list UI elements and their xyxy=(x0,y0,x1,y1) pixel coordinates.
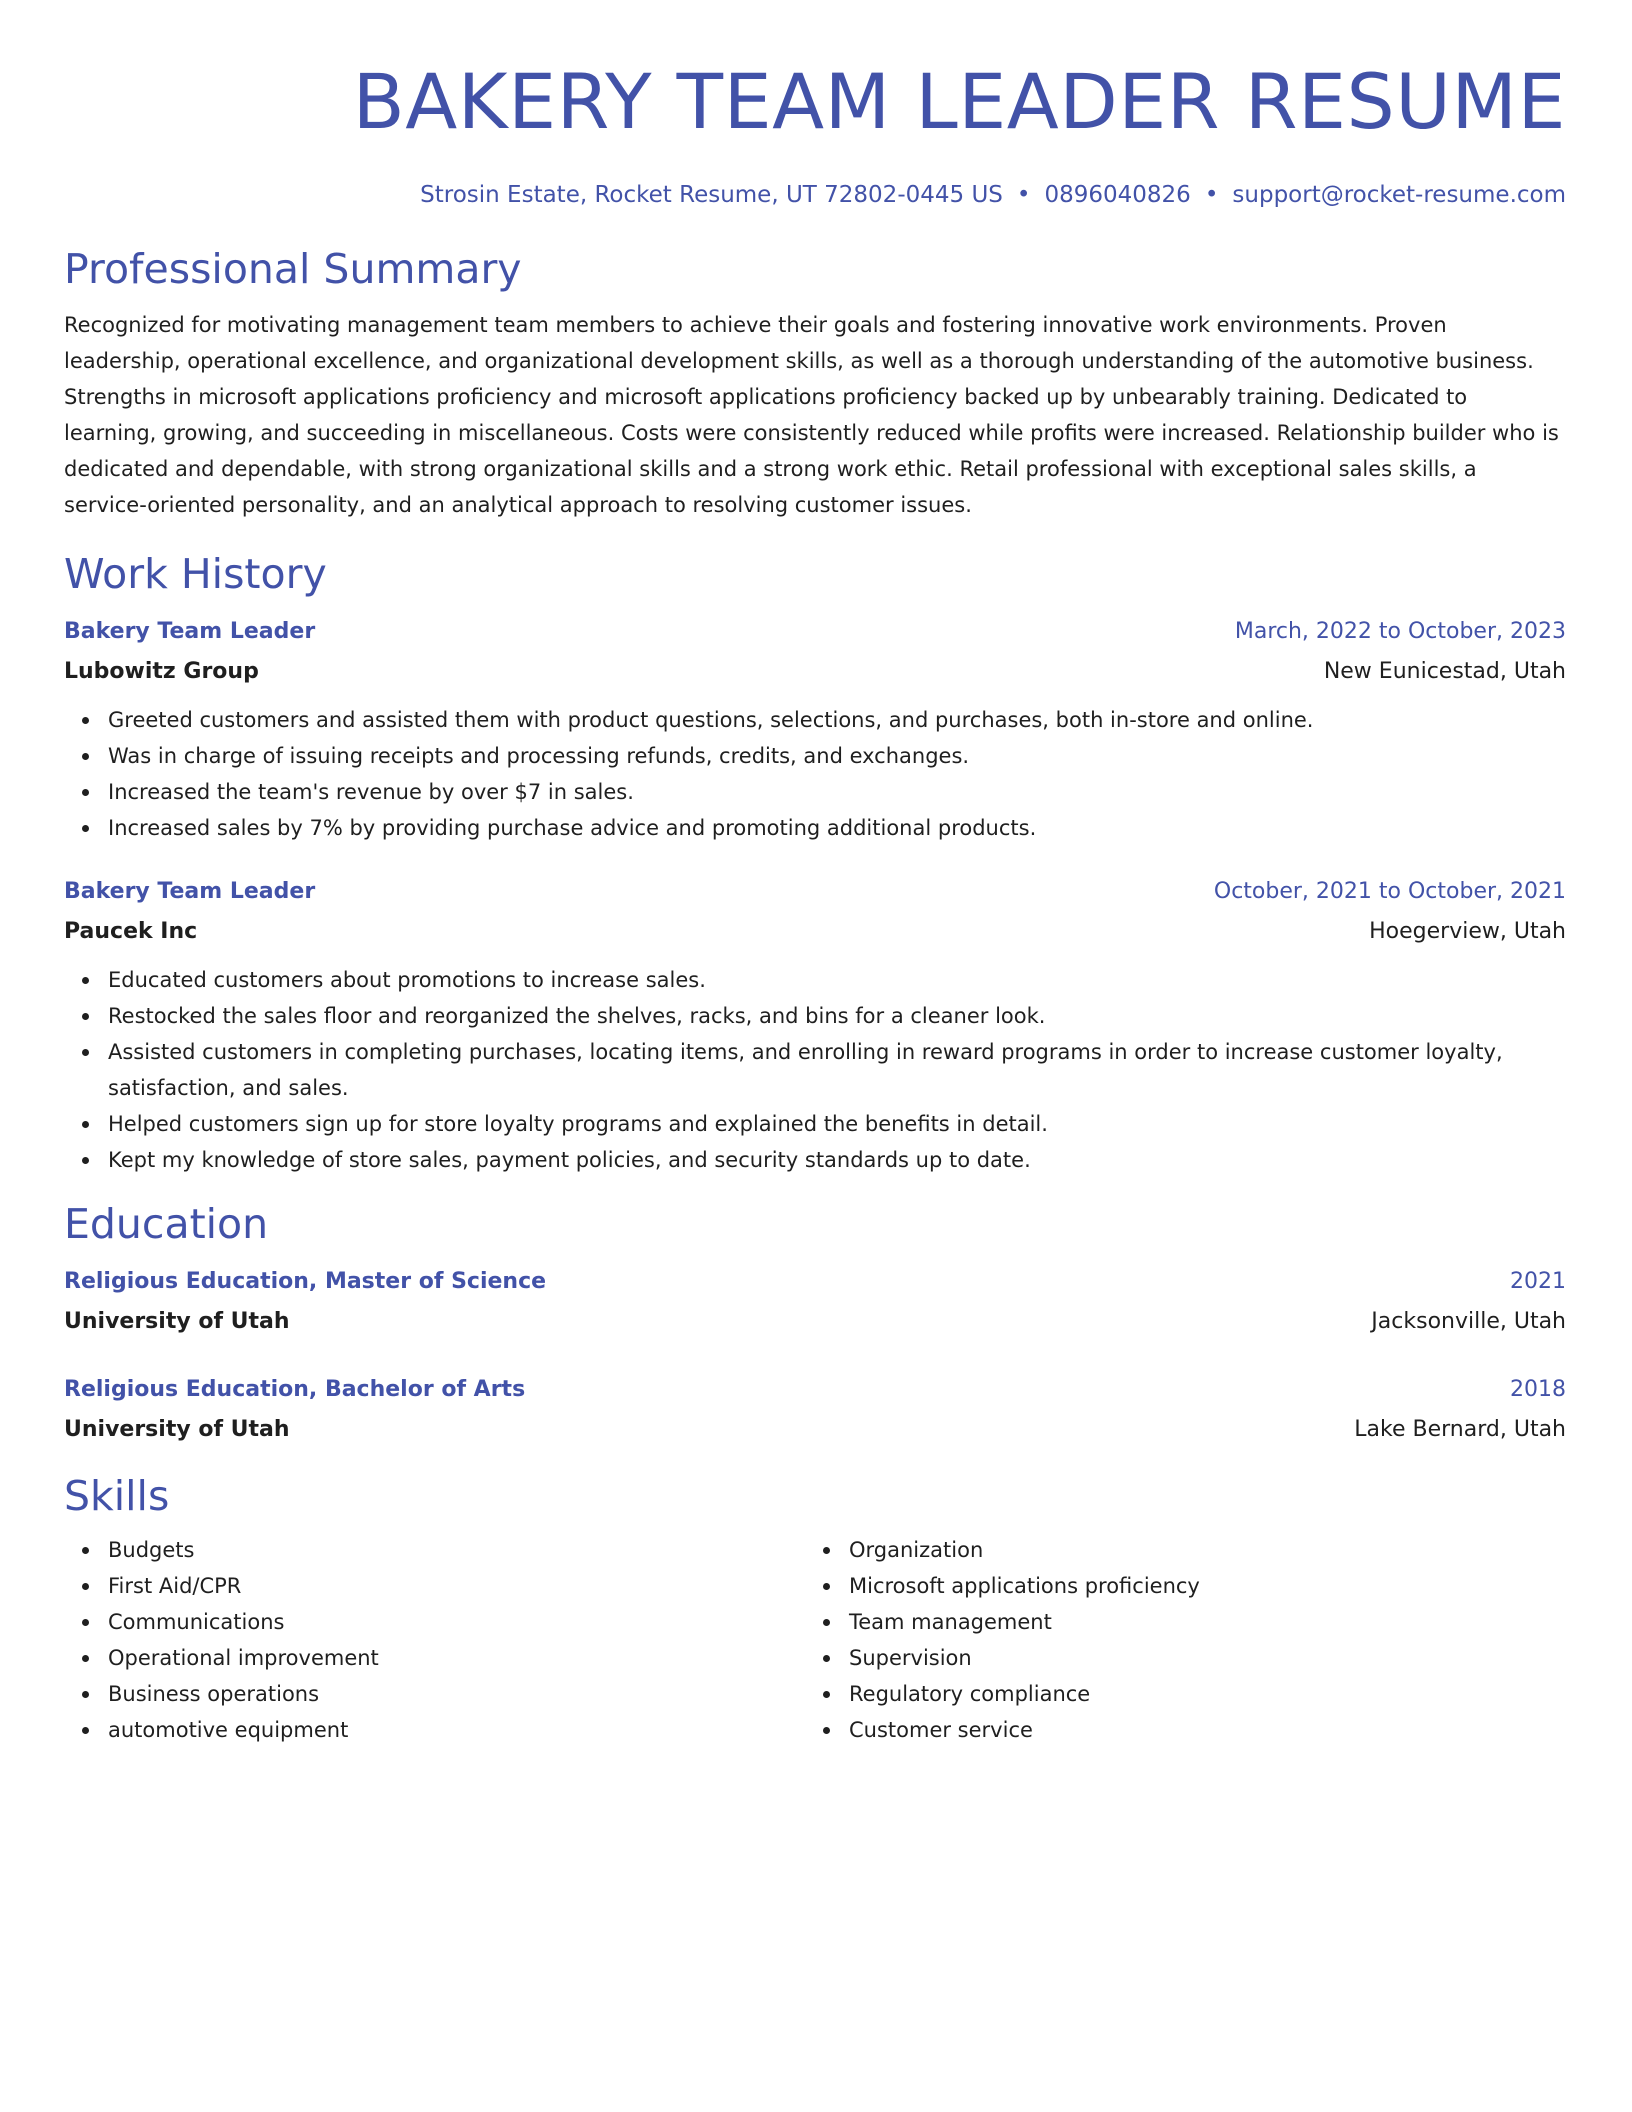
list-item: Educated customers about promotions to increase sales. xyxy=(108,962,1566,998)
list-item: Increased sales by 7% by providing purchase advice and promoting additional products. xyxy=(108,810,1566,846)
job-title: Bakery Team Leader xyxy=(64,879,316,904)
job-location: Hoegerview, Utah xyxy=(1369,919,1566,944)
list-item: Was in charge of issuing receipts and processing refunds, credits, and exchanges. xyxy=(108,738,1566,774)
school-row xyxy=(64,1410,1566,1450)
skills-list-left xyxy=(64,1532,805,1748)
skill-item: Supervision xyxy=(849,1640,1546,1676)
degree-row xyxy=(64,1370,1566,1410)
education-heading: Education xyxy=(64,1200,269,1248)
job-bullets xyxy=(64,962,1566,1178)
skill-item: Operational improvement xyxy=(108,1640,805,1676)
job-bullets xyxy=(64,702,1566,846)
school-name: University of Utah xyxy=(64,1309,290,1334)
school-row xyxy=(64,1302,1566,1342)
skills-list-right xyxy=(805,1532,1546,1748)
contact-line xyxy=(64,180,1566,210)
degree-row xyxy=(64,1262,1566,1302)
skill-item: automotive equipment xyxy=(108,1712,805,1748)
resume-title: BAKERY TEAM LEADER RESUME xyxy=(352,57,1566,146)
contact-address: Strosin Estate, Rocket Resume, UT 72802-0445 US xyxy=(420,182,1003,208)
job-entry xyxy=(64,612,1566,846)
job-company: Paucek Inc xyxy=(64,919,198,944)
degree-year: 2021 xyxy=(1510,1269,1566,1294)
skill-item: Microsoft applications proficiency xyxy=(849,1568,1546,1604)
skills-grid xyxy=(64,1532,1566,1748)
skill-item: Communications xyxy=(108,1604,805,1640)
list-item: Kept my knowledge of store sales, payment policies, and security standards up to date. xyxy=(108,1142,1566,1178)
skills-section xyxy=(64,1470,1566,1748)
school-name: University of Utah xyxy=(64,1417,290,1442)
job-location: New Eunicestad, Utah xyxy=(1323,659,1566,684)
degree-year: 2018 xyxy=(1510,1377,1566,1402)
list-item: Restocked the sales floor and reorganized the shelves, racks, and bins for a cleaner look. xyxy=(108,998,1566,1034)
skill-item: Business operations xyxy=(108,1676,805,1712)
skill-item: Team management xyxy=(849,1604,1546,1640)
list-item: Helped customers sign up for store loyalty programs and explained the benefits in detail. xyxy=(108,1106,1566,1142)
summary-text: Recognized for motivating management team members to achieve their goals and fostering innovative work environments. Proven leadership, operational excellence, and organizational development skills, as well as a thorough understanding of the automotive business. Strengths in microsoft applications proficiency and microsoft applications proficiency backed up by unbearably training. Dedicated to learning, growing, and succeeding in miscellaneous. Costs were consistently reduced while profits were increased. Relationship builder who is dedicated and dependable, with strong organizational skills and a strong work ethic. Retail professional with exceptional sales skills, a service-oriented personality, and an analytical approach to resolving customer issues. xyxy=(64,313,1559,517)
job-company-row xyxy=(64,912,1566,952)
job-title-row xyxy=(64,872,1566,912)
skills-heading: Skills xyxy=(64,1472,170,1520)
degree-name: Religious Education, Bachelor of Arts xyxy=(64,1377,526,1402)
job-entry xyxy=(64,872,1566,1178)
skill-item: Customer service xyxy=(849,1712,1546,1748)
summary-section xyxy=(64,243,1566,523)
education-section xyxy=(64,1198,1566,1450)
summary-heading: Professional Summary xyxy=(64,245,522,293)
contact-separator: • xyxy=(1204,182,1219,208)
job-dates: October, 2021 to October, 2021 xyxy=(1213,879,1566,904)
job-dates: March, 2022 to October, 2023 xyxy=(1234,619,1566,644)
job-title-row xyxy=(64,612,1566,652)
job-title: Bakery Team Leader xyxy=(64,619,316,644)
resume-page xyxy=(64,0,1566,1748)
skill-item: Budgets xyxy=(108,1532,805,1568)
skill-item: First Aid/CPR xyxy=(108,1568,805,1604)
job-company-row xyxy=(64,652,1566,692)
list-item: Increased the team's revenue by over $7 in sales. xyxy=(108,774,1566,810)
education-entry xyxy=(64,1262,1566,1342)
school-location: Jacksonville, Utah xyxy=(1371,1309,1566,1334)
list-item: Greeted customers and assisted them with product questions, selections, and purchases, both in-store and online. xyxy=(108,702,1566,738)
job-company: Lubowitz Group xyxy=(64,659,259,684)
skill-item: Regulatory compliance xyxy=(849,1676,1546,1712)
contact-phone: 0896040826 xyxy=(1044,182,1191,208)
list-item: Assisted customers in completing purchases, locating items, and enrolling in reward programs in order to increase customer loyalty, satisfaction, and sales. xyxy=(108,1034,1566,1106)
contact-email: support@rocket-resume.com xyxy=(1232,182,1566,208)
work-history-heading: Work History xyxy=(64,550,327,598)
degree-name: Religious Education, Master of Science xyxy=(64,1269,547,1294)
education-entry xyxy=(64,1370,1566,1450)
skill-item: Organization xyxy=(849,1532,1546,1568)
school-location: Lake Bernard, Utah xyxy=(1354,1417,1566,1442)
contact-separator: • xyxy=(1016,182,1031,208)
work-history-section xyxy=(64,548,1566,1178)
